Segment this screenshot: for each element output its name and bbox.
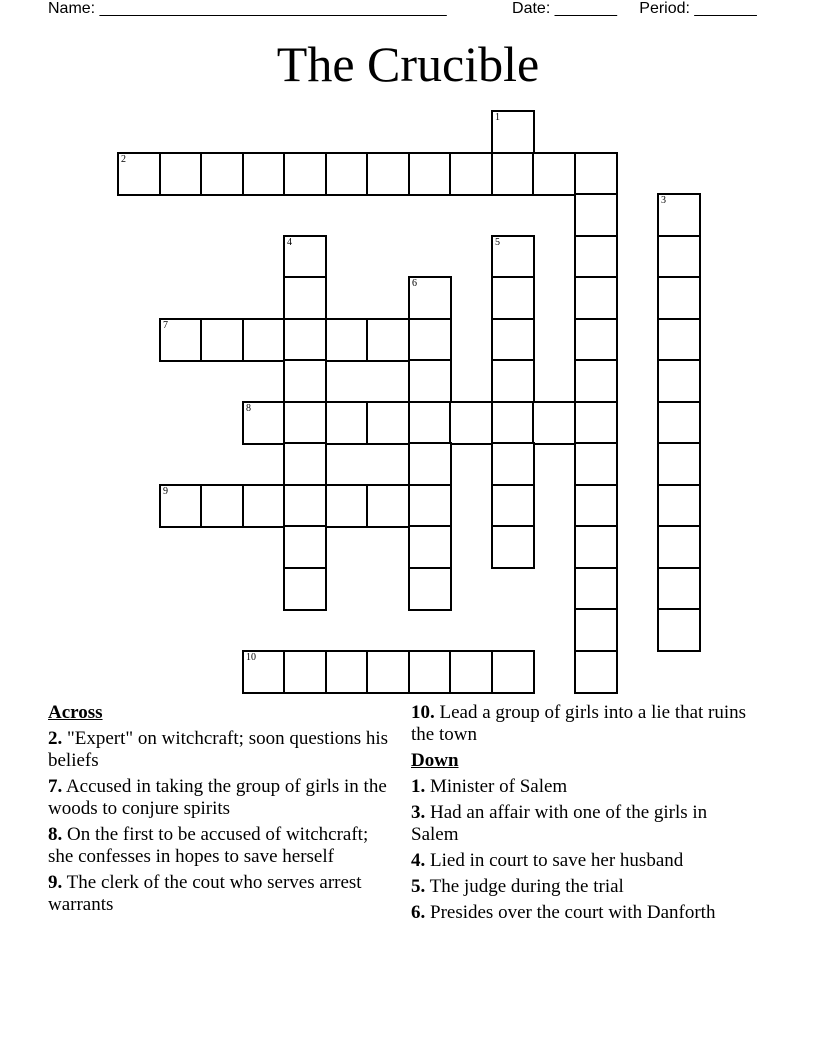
grid-cell[interactable]: [657, 235, 701, 279]
grid-cell[interactable]: [657, 193, 701, 237]
clue-number: 7.: [48, 776, 63, 797]
clue-number: 6.: [411, 902, 426, 923]
grid-cell[interactable]: [491, 276, 535, 320]
grid-cell[interactable]: [325, 484, 369, 528]
date-blank[interactable]: _______: [554, 0, 618, 17]
grid-cell[interactable]: [242, 484, 286, 528]
grid-cell[interactable]: [283, 401, 327, 445]
grid-cell[interactable]: [283, 152, 327, 196]
grid-cell[interactable]: [657, 318, 701, 362]
clue-down-1: [411, 776, 756, 798]
clue-text: On the first to be accused of witchcraft; she confesses in hopes to save herself: [48, 824, 369, 867]
clue-text: Lead a group of girls into a lie that ruins the town: [411, 702, 747, 745]
clues-left-column: [48, 702, 393, 920]
grid-cell[interactable]: [657, 567, 701, 611]
cell-number: 7: [163, 320, 168, 331]
grid-cell[interactable]: [200, 318, 244, 362]
grid-cell[interactable]: [657, 359, 701, 403]
grid-cell[interactable]: [325, 401, 369, 445]
grid-cell[interactable]: [491, 235, 535, 279]
grid-cell[interactable]: [159, 152, 203, 196]
grid-cell[interactable]: [574, 276, 618, 320]
cell-number: 5: [495, 237, 500, 248]
grid-cell[interactable]: [283, 650, 327, 694]
grid-cell[interactable]: [491, 359, 535, 403]
clue-down-4: [411, 850, 756, 872]
grid-cell[interactable]: [117, 152, 161, 196]
grid-cell[interactable]: [491, 650, 535, 694]
grid-cell[interactable]: [574, 484, 618, 528]
cell-number: 1: [495, 112, 500, 123]
grid-cell[interactable]: [408, 152, 452, 196]
grid-cell[interactable]: [574, 152, 618, 196]
grid-cell[interactable]: [657, 442, 701, 486]
grid-cell[interactable]: [366, 650, 410, 694]
cell-number: 4: [287, 237, 292, 248]
grid-cell[interactable]: [491, 401, 535, 445]
grid-cell[interactable]: [242, 401, 286, 445]
grid-cell[interactable]: [159, 318, 203, 362]
grid-cell[interactable]: [283, 235, 327, 279]
grid-cell[interactable]: [242, 650, 286, 694]
clue-down-5: [411, 876, 756, 898]
clue-text: Minister of Salem: [430, 776, 568, 797]
grid-cell[interactable]: [491, 484, 535, 528]
grid-cell[interactable]: [574, 650, 618, 694]
clue-across-2: [48, 728, 393, 772]
clue-text: Had an affair with one of the girls in Salem: [411, 802, 708, 845]
grid-cell[interactable]: [283, 567, 327, 611]
grid-cell[interactable]: [574, 442, 618, 486]
grid-cell[interactable]: [408, 401, 452, 445]
grid-cell[interactable]: [325, 152, 369, 196]
grid-cell[interactable]: [366, 152, 410, 196]
grid-cell[interactable]: [657, 276, 701, 320]
grid-cell[interactable]: [283, 484, 327, 528]
grid-cell[interactable]: [574, 359, 618, 403]
grid-cell[interactable]: [491, 442, 535, 486]
grid-cell[interactable]: [574, 608, 618, 652]
grid-cell[interactable]: [574, 401, 618, 445]
grid-cell[interactable]: [366, 401, 410, 445]
clue-text: Presides over the court with Danforth: [430, 902, 716, 923]
clue-text: Lied in court to save her husband: [430, 850, 684, 871]
grid-cell[interactable]: [491, 318, 535, 362]
grid-cell[interactable]: [408, 359, 452, 403]
grid-cell[interactable]: [449, 152, 493, 196]
grid-cell[interactable]: [657, 608, 701, 652]
name-label: Name:: [48, 0, 96, 17]
clue-text: Accused in taking the group of girls in the woods to conjure spirits: [48, 776, 387, 819]
clue-number: 4.: [411, 850, 426, 871]
grid-cell[interactable]: [574, 318, 618, 362]
grid-cell[interactable]: [366, 484, 410, 528]
grid-cell[interactable]: [408, 525, 452, 569]
clue-text: The clerk of the cout who serves arrest warrants: [48, 872, 362, 915]
grid-cell[interactable]: [408, 442, 452, 486]
cell-number: 3: [661, 195, 666, 206]
grid-cell[interactable]: [657, 525, 701, 569]
clue-number: 10.: [411, 702, 435, 723]
grid-cell[interactable]: [408, 318, 452, 362]
clue-across-8: [48, 824, 393, 868]
grid-cell[interactable]: [449, 650, 493, 694]
grid-cell[interactable]: [408, 276, 452, 320]
page-title: The Crucible: [276, 36, 540, 92]
cell-number: 8: [246, 403, 251, 414]
grid-cell[interactable]: [574, 235, 618, 279]
across-heading: Across: [48, 702, 103, 723]
grid-cell[interactable]: [408, 484, 452, 528]
grid-cell[interactable]: [408, 567, 452, 611]
grid-cell[interactable]: [574, 525, 618, 569]
cell-number: 2: [121, 154, 126, 165]
cell-number: 10: [246, 652, 256, 663]
grid-cell[interactable]: [491, 525, 535, 569]
grid-cell[interactable]: [366, 318, 410, 362]
period-label: Period:: [639, 0, 690, 17]
clue-number: 8.: [48, 824, 63, 845]
grid-cell[interactable]: [408, 650, 452, 694]
grid-cell[interactable]: [491, 152, 535, 196]
grid-cell[interactable]: [532, 401, 576, 445]
grid-cell[interactable]: [657, 484, 701, 528]
grid-cell[interactable]: [491, 110, 535, 154]
grid-cell[interactable]: [283, 359, 327, 403]
grid-cell[interactable]: [242, 152, 286, 196]
grid-cell[interactable]: [283, 525, 327, 569]
period-blank[interactable]: _______: [694, 0, 757, 17]
grid-cell[interactable]: [200, 484, 244, 528]
clue-text: "Expert" on witchcraft; soon questions his beliefs: [48, 728, 389, 771]
grid-cell[interactable]: [283, 276, 327, 320]
clue-text: The judge during the trial: [429, 876, 624, 897]
clue-number: 9.: [48, 872, 63, 893]
clue-number: 3.: [411, 802, 426, 823]
down-heading: Down: [411, 750, 459, 771]
grid-cell[interactable]: [574, 193, 618, 237]
cell-number: 9: [163, 486, 168, 497]
grid-cell[interactable]: [325, 318, 369, 362]
clues-right-column: [411, 702, 756, 928]
clue-number: 2.: [48, 728, 63, 749]
cell-number: 6: [412, 278, 417, 289]
name-blank[interactable]: _______________________________________: [99, 0, 447, 17]
date-label: Date:: [512, 0, 551, 17]
grid-cell[interactable]: [283, 442, 327, 486]
clue-across-9: [48, 872, 393, 916]
grid-cell[interactable]: [159, 484, 203, 528]
grid-cell[interactable]: [574, 567, 618, 611]
grid-cell[interactable]: [200, 152, 244, 196]
clue-across-10: [411, 702, 756, 746]
grid-cell[interactable]: [657, 401, 701, 445]
grid-cell[interactable]: [532, 152, 576, 196]
clue-across-7: [48, 776, 393, 820]
clue-down-3: [411, 802, 756, 846]
clue-number: 1.: [411, 776, 426, 797]
grid-cell[interactable]: [242, 318, 286, 362]
grid-cell[interactable]: [449, 401, 493, 445]
grid-cell[interactable]: [283, 318, 327, 362]
grid-cell[interactable]: [325, 650, 369, 694]
clue-number: 5.: [411, 876, 426, 897]
clue-down-6: [411, 902, 756, 924]
